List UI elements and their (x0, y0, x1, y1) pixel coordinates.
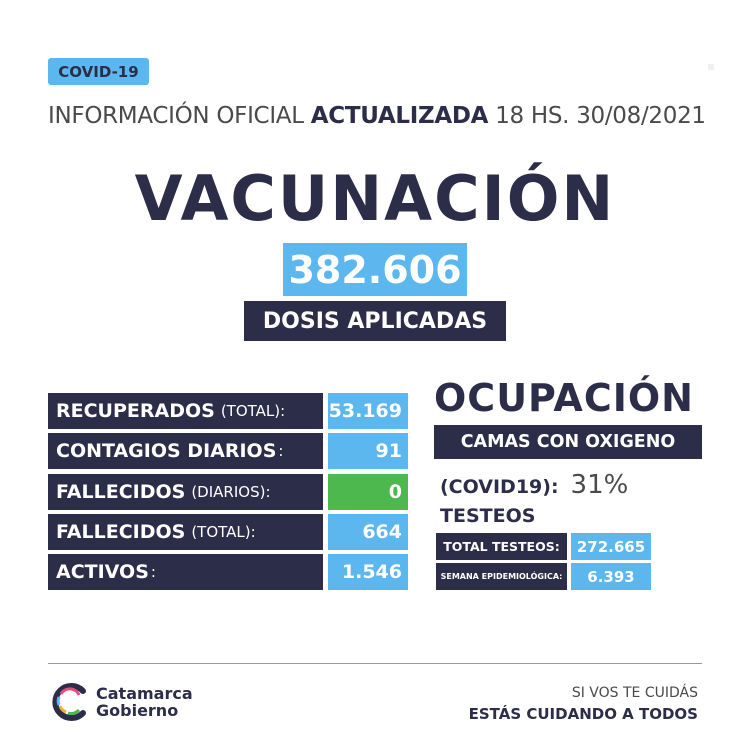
stat-label-main: ACTIVOS (56, 561, 149, 583)
catamarca-logo (52, 682, 193, 722)
info-prefix: INFORMACIÓN OFICIAL (48, 103, 311, 129)
stat-row-activos (48, 554, 408, 590)
testeos-semana-label: SEMANA EPIDEMIOLÓGICA: (436, 563, 567, 590)
stat-label (48, 474, 323, 510)
info-highlight: ACTUALIZADA (310, 103, 489, 129)
stat-label (48, 393, 323, 429)
stat-label-main: FALLECIDOS (56, 481, 186, 503)
testeos-title: TESTEOS (440, 505, 536, 527)
stat-label (48, 554, 323, 590)
dosis-count: 382.606 (283, 243, 467, 296)
footer-divider (48, 663, 702, 664)
ocupacion-title: OCUPACIÓN (434, 376, 694, 420)
stat-value: 1.546 (328, 554, 408, 590)
catamarca-c-icon (52, 682, 90, 722)
testeos-total-label: TOTAL TESTEOS: (436, 533, 567, 560)
covid19-occupancy (440, 470, 628, 500)
testeos-total-row (436, 533, 651, 560)
stat-value: 664 (328, 514, 408, 550)
logo-text (96, 685, 193, 719)
covid19-percent: 31% (570, 470, 629, 500)
slogan-line1: SI VOS TE CUIDÁS (571, 685, 698, 701)
dosis-label: DOSIS APLICADAS (244, 301, 506, 341)
logo-line2: Gobierno (96, 701, 179, 720)
logo-line1: Catamarca (96, 684, 193, 703)
stat-label-sub: (DIARIOS): (191, 483, 271, 501)
stat-label-sub: (TOTAL): (220, 402, 286, 420)
info-suffix: 18 HS. 30/08/2021 (488, 103, 706, 129)
stat-value: 53.169 (328, 393, 408, 429)
stat-label-sub: : (150, 563, 156, 581)
stat-row-fallecidos-total (48, 514, 408, 550)
camas-oxigeno-label: CAMAS CON OXIGENO (434, 425, 702, 459)
stat-row-contagios (48, 433, 408, 469)
stat-row-fallecidos-diarios (48, 474, 408, 510)
update-info (48, 103, 708, 129)
covid19-label: (COVID19): (440, 476, 559, 498)
stat-value: 91 (328, 433, 408, 469)
testeos-semana-value: 6.393 (571, 563, 651, 590)
stat-label-main: CONTAGIOS DIARIOS (56, 440, 277, 462)
corner-mark (708, 64, 714, 70)
testeos-semana-row (436, 563, 651, 590)
stat-value: 0 (328, 474, 408, 510)
stat-label (48, 514, 323, 550)
slogan-line2: ESTÁS CUIDANDO A TODOS (468, 705, 698, 723)
stat-label-main: FALLECIDOS (56, 521, 186, 543)
testeos-total-value: 272.665 (571, 533, 651, 560)
covid-badge: COVID-19 (48, 58, 149, 85)
stat-label-sub: (TOTAL): (191, 523, 256, 541)
stat-label (48, 433, 323, 469)
stat-label-sub: : (278, 442, 284, 460)
vacunacion-title: VACUNACIÓN (134, 162, 616, 235)
stat-label-main: RECUPERADOS (56, 400, 215, 422)
stat-row-recuperados (48, 393, 408, 429)
